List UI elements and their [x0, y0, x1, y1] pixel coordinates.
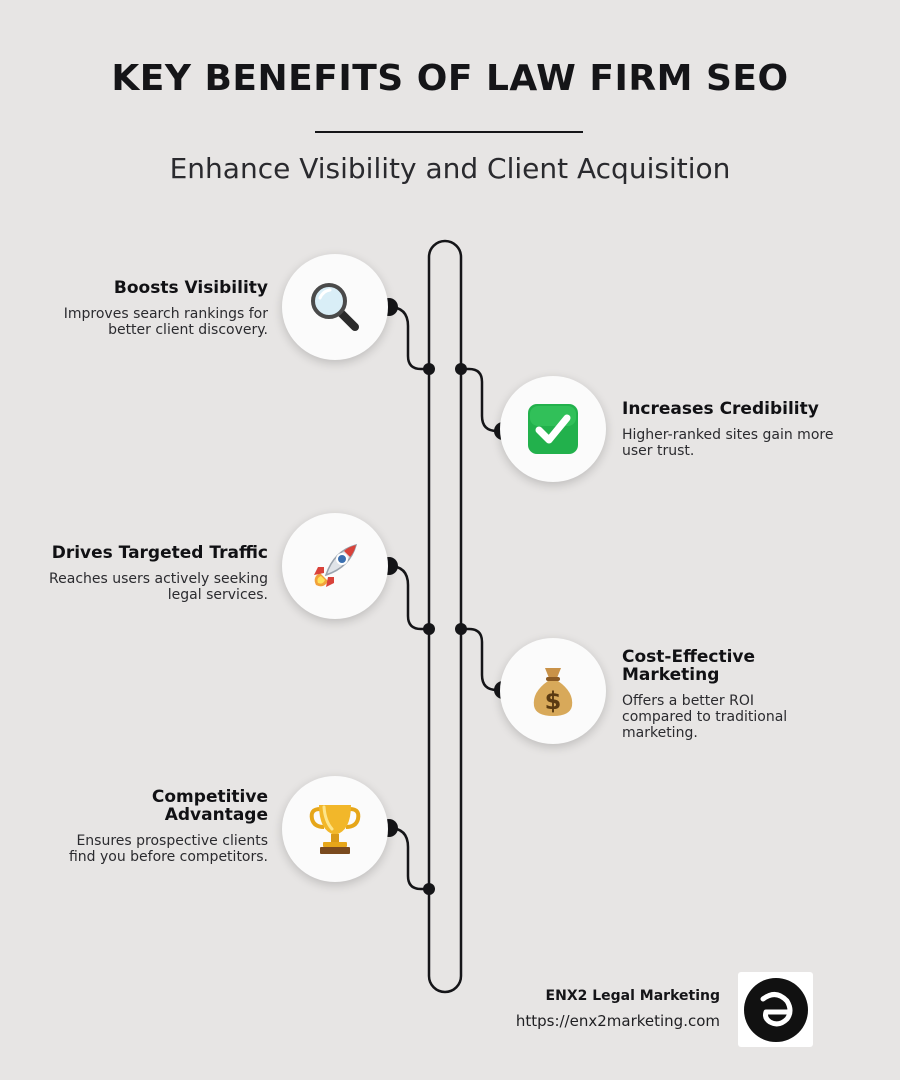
connector-dot-track: [423, 363, 435, 375]
benefit-description: Improves search rankings for better client discovery.: [63, 306, 268, 338]
trophy-icon: [308, 801, 362, 857]
connector-dot-track: [455, 623, 467, 635]
icon-circle-competitive-advantage: [282, 776, 388, 882]
icon-circle-cost-effective-marketing: [500, 638, 606, 744]
connector-dot-track: [455, 363, 467, 375]
page-subtitle: Enhance Visibility and Client Acquisition: [169, 152, 731, 185]
benefit-title: Increases Credibility: [622, 399, 819, 419]
timeline-track: [429, 241, 461, 992]
benefit-competitive-advantage: [28, 788, 268, 865]
check-mark-icon: [526, 402, 580, 456]
benefit-description: Offers a better ROI compared to traditional marketing.: [622, 693, 788, 741]
connector-increases-credibility: [461, 369, 503, 431]
benefit-description: Reaches users actively seeking legal services.: [49, 571, 268, 603]
connector-boosts-visibility: [389, 307, 429, 369]
brand-block: [516, 988, 720, 1030]
benefit-title: Cost-Effective Marketing: [622, 647, 756, 685]
benefit-description: Ensures prospective clients find you before competitors.: [68, 833, 268, 865]
benefit-title: Boosts Visibility: [113, 278, 268, 298]
benefit-boosts-visibility: [28, 279, 268, 338]
benefit-cost-effective-marketing: [622, 648, 822, 741]
connector-drives-targeted-traffic: [389, 566, 429, 629]
brand-logo: [738, 972, 813, 1047]
benefit-description: Higher-ranked sites gain more user trust.: [622, 427, 834, 459]
enx2-logo-icon: [743, 977, 809, 1043]
icon-circle-drives-targeted-traffic: [282, 513, 388, 619]
brand-name: ENX2 Legal Marketing: [545, 988, 720, 1004]
benefit-drives-targeted-traffic: [28, 544, 268, 603]
icon-circle-increases-credibility: [500, 376, 606, 482]
connector-competitive-advantage: [389, 828, 429, 889]
connector-cost-effective-marketing: [461, 629, 503, 690]
money-bag-icon: [528, 664, 578, 718]
benefit-title: Drives Targeted Traffic: [51, 543, 268, 563]
benefit-increases-credibility: [622, 400, 852, 459]
brand-url[interactable]: https://enx2marketing.com: [515, 1012, 720, 1030]
connector-dot-track: [423, 623, 435, 635]
page-title: KEY BENEFITS OF LAW FIRM SEO: [111, 58, 789, 99]
icon-circle-boosts-visibility: [282, 254, 388, 360]
svg-text:$: $: [544, 687, 562, 715]
connector-dot-track: [423, 883, 435, 895]
magnifying-glass-icon: [307, 279, 363, 335]
benefit-title: Competitive Advantage: [151, 787, 268, 825]
rocket-icon: [306, 537, 364, 595]
